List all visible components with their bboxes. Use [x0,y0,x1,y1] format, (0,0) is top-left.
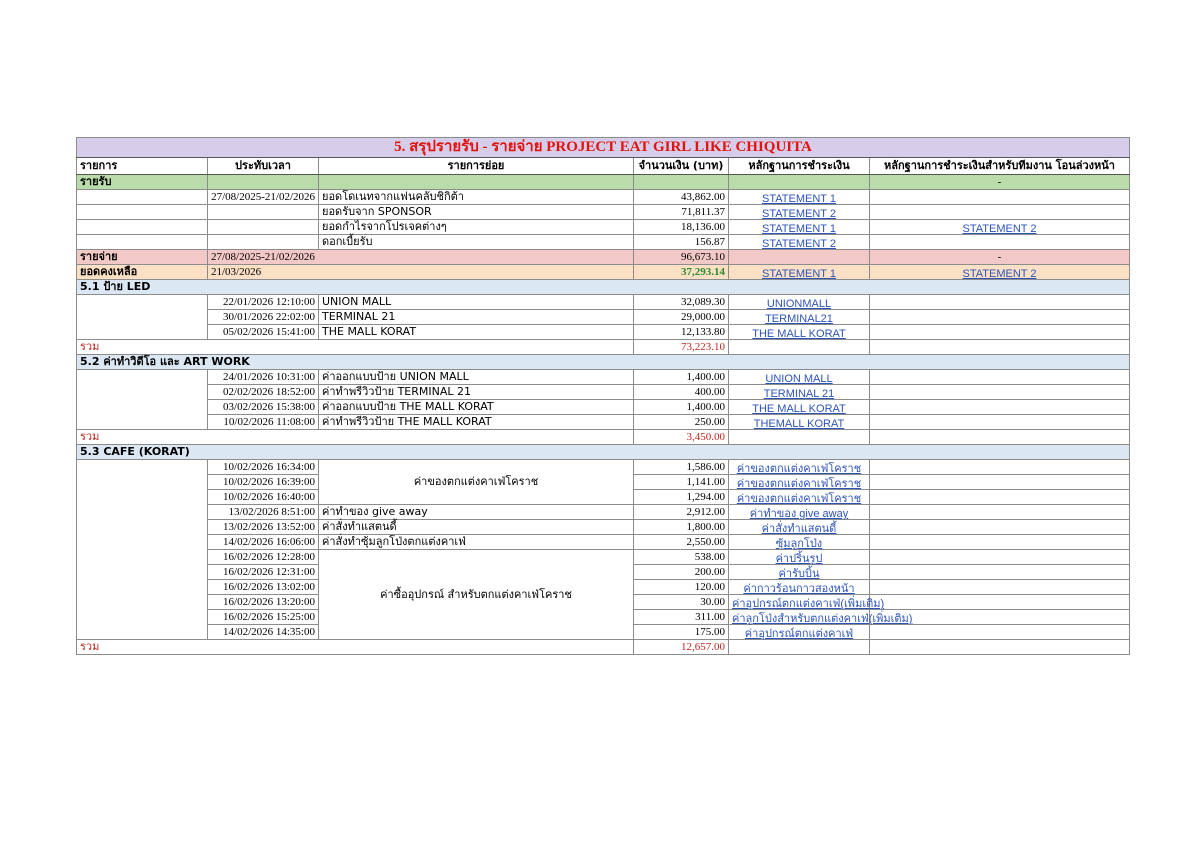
amount-cell: 1,141.00 [634,475,729,490]
empty-cell [729,640,870,655]
item-cell: ค่าทำพรีวิวป้าย THE MALL KORAT [319,415,634,430]
total-amount: 12,657.00 [634,640,729,655]
proof-link[interactable]: ค่ารับบิ้น [729,565,870,580]
timestamp-cell: 10/02/2026 16:40:00 [208,490,319,505]
proof-link[interactable]: ค่าของตกแต่งคาเฟ่โคราช [729,475,870,490]
total-row [77,640,1130,655]
item-cell: ค่าออกแบบป้าย THE MALL KORAT [319,400,634,415]
timestamp-cell: 05/02/2026 15:41:00 [208,325,319,340]
timestamp-cell: 13/02/2026 13:52:00 [208,520,319,535]
proof-link[interactable]: THE MALL KORAT [729,400,870,415]
amount-cell: 1,800.00 [634,520,729,535]
item-cell: ค่าทำของ give away [319,505,634,520]
empty-cell [870,415,1130,430]
proof-link[interactable]: ค่ากาวร้อนกาวสองหน้า [729,580,870,595]
expense-label: รายจ่าย [77,250,208,265]
empty-cell [870,595,1130,610]
empty-cell [77,460,208,640]
timestamp-cell: 22/01/2026 12:10:00 [208,295,319,310]
section-title: 5.3 CAFE (KORAT) [77,445,1130,460]
empty-cell [870,550,1130,565]
timestamp-cell: 30/01/2026 22:02:00 [208,310,319,325]
proof-link[interactable]: ค่าลูกโป่งสำหรับตกแต่งคาเฟ่(เพิ่มเติม) [729,610,870,625]
timestamp-cell: 14/02/2026 14:35:00 [208,625,319,640]
grouped-item-cell: ค่าซื้ออุปกรณ์ สำหรับตกแต่งคาเฟ่โคราช [319,550,634,640]
amount-cell: 12,133.80 [634,325,729,340]
amount-cell: 32,089.30 [634,295,729,310]
column-header: รายการย่อย [319,158,634,175]
sheet-title: 5. สรุปรายรับ - รายจ่าย PROJECT EAT GIRL LIKE CHIQUITA [77,138,1130,158]
statement-link[interactable]: STATEMENT 2 [870,265,1130,280]
amount-cell: 200.00 [634,565,729,580]
proof-link[interactable]: ค่าของตกแต่งคาเฟ่โคราช [729,490,870,505]
item-cell: ค่าสั่งทำซุ้มลูกโป่งตกแต่งคาเฟ่ [319,535,634,550]
timestamp-cell: 16/02/2026 12:31:00 [208,565,319,580]
expense-item-row [77,460,1130,475]
expense-item-row [77,520,1130,535]
total-amount: 3,450.00 [634,430,729,445]
expense-item-row [77,295,1130,310]
statement-link[interactable]: STATEMENT 1 [729,190,870,205]
item-cell: ยอดกำไรจากโปรเจคต่างๆ [319,220,634,235]
item-cell: TERMINAL 21 [319,310,634,325]
amount-cell: 96,673.10 [634,250,729,265]
amount-cell: 1,586.00 [634,460,729,475]
timestamp-cell: 10/02/2026 11:08:00 [208,415,319,430]
timestamp-cell [208,220,319,235]
empty-cell [77,295,208,340]
section-title: 5.1 ป้าย LED [77,280,1130,295]
income-row [77,190,1130,205]
amount-cell: 175.00 [634,625,729,640]
title-row [77,138,1130,158]
item-cell: UNION MALL [319,295,634,310]
empty-cell [634,175,729,190]
income-label: รายรับ [77,175,208,190]
income-row [77,235,1130,250]
statement-link[interactable]: STATEMENT 2 [870,220,1130,235]
proof-link[interactable]: UNIONMALL [729,295,870,310]
proof-link[interactable]: THE MALL KORAT [729,325,870,340]
empty-cell [729,430,870,445]
header-row [77,158,1130,175]
timestamp-cell: 16/02/2026 13:20:00 [208,595,319,610]
statement-link[interactable] [870,190,1130,205]
empty-cell [870,505,1130,520]
amount-cell: 2,550.00 [634,535,729,550]
balance-row [77,265,1130,280]
proof-link[interactable]: UNION MALL [729,370,870,385]
total-row [77,340,1130,355]
timestamp-cell: 14/02/2026 16:06:00 [208,535,319,550]
total-amount: 73,223.10 [634,340,729,355]
expense-item-row [77,415,1130,430]
timestamp-cell: 21/03/2026 [208,265,634,280]
amount-cell: 311.00 [634,610,729,625]
empty-cell [77,205,208,220]
statement-link[interactable]: STATEMENT 1 [729,265,870,280]
income-label-row [77,175,1130,190]
column-header: ประทับเวลา [208,158,319,175]
total-row [77,430,1130,445]
empty-cell [870,490,1130,505]
timestamp-cell: 16/02/2026 12:28:00 [208,550,319,565]
empty-cell [870,625,1130,640]
empty-cell [319,175,634,190]
total-label: รวม [77,340,634,355]
empty-cell [77,190,208,205]
expense-item-row [77,400,1130,415]
proof-link[interactable]: ซุ้มลูกโป่ง [729,535,870,550]
empty-cell [870,310,1130,325]
balance-amount: 37,293.14 [634,265,729,280]
timestamp-cell: 27/08/2025-21/02/2026 [208,250,634,265]
empty-cell [870,370,1130,385]
statement-link[interactable]: STATEMENT 2 [729,235,870,250]
amount-cell: 43,862.00 [634,190,729,205]
proof-link[interactable]: TERMINAL21 [729,310,870,325]
timestamp-cell [208,235,319,250]
amount-cell: 2,912.00 [634,505,729,520]
empty-cell [729,340,870,355]
empty-cell [870,430,1130,445]
amount-cell: 538.00 [634,550,729,565]
empty-cell [870,340,1130,355]
total-label: รวม [77,430,634,445]
grouped-item-cell: ค่าของตกแต่งคาเฟ่โคราช [319,460,634,505]
amount-cell: 30.00 [634,595,729,610]
empty-cell [870,565,1130,580]
amount-cell: 1,400.00 [634,370,729,385]
expense-item-row [77,550,1130,565]
proof-link[interactable]: ค่าปริ้นรูป [729,550,870,565]
amount-cell: 1,294.00 [634,490,729,505]
section-header-row [77,355,1130,370]
empty-cell [729,250,870,265]
timestamp-cell [208,205,319,220]
statement-link[interactable] [870,205,1130,220]
item-cell: ยอดโดเนทจากแฟนคลับชิกิต้า [319,190,634,205]
empty-cell [870,535,1130,550]
empty-cell [870,400,1130,415]
proof-link[interactable]: TERMINAL 21 [729,385,870,400]
proof-link[interactable]: ค่าอุปกรณ์ตกแต่งคาเฟ่ [729,625,870,640]
expense-row [77,250,1130,265]
summary-table [76,137,1130,655]
item-cell: ค่าทำพรีวิวป้าย TERMINAL 21 [319,385,634,400]
total-label: รวม [77,640,634,655]
timestamp-cell: 10/02/2026 16:39:00 [208,475,319,490]
balance-label: ยอดคงเหลือ [77,265,208,280]
item-cell: ดอกเบี้ยรับ [319,235,634,250]
timestamp-cell: 16/02/2026 15:25:00 [208,610,319,625]
expense-item-row [77,535,1130,550]
section-header-row [77,445,1130,460]
dash-cell: - [870,175,1130,190]
timestamp-cell: 24/01/2026 10:31:00 [208,370,319,385]
proof-link[interactable]: ค่าอุปกรณ์ตกแต่งคาเฟ่(เพิ่มเติม) [729,595,870,610]
timestamp-cell: 02/02/2026 18:52:00 [208,385,319,400]
statement-link[interactable]: STATEMENT 1 [729,220,870,235]
amount-cell: 71,811.37 [634,205,729,220]
timestamp-cell: 27/08/2025-21/02/2026 [208,190,319,205]
column-header: หลักฐานการชำระเงินสำหรับทีมงาน โอนล่วงหน้า [870,158,1130,175]
empty-cell [870,640,1130,655]
empty-cell [77,220,208,235]
amount-cell: 250.00 [634,415,729,430]
empty-cell [870,295,1130,310]
empty-cell [870,460,1130,475]
section-title: 5.2 ค่าทำวิดีโอ และ ART WORK [77,355,1130,370]
empty-cell [870,385,1130,400]
item-cell: ค่าสั่งทำแสตนดี้ [319,520,634,535]
statement-link[interactable]: STATEMENT 2 [729,205,870,220]
section-header-row [77,280,1130,295]
column-header: หลักฐานการชำระเงิน [729,158,870,175]
dash-cell: - [870,250,1130,265]
amount-cell: 29,000.00 [634,310,729,325]
empty-cell [870,580,1130,595]
amount-cell: 120.00 [634,580,729,595]
amount-cell: 156.87 [634,235,729,250]
item-cell: ยอดรับจาก SPONSOR [319,205,634,220]
item-cell: ค่าออกแบบป้าย UNION MALL [319,370,634,385]
statement-link[interactable] [870,235,1130,250]
income-row [77,220,1130,235]
amount-cell: 1,400.00 [634,400,729,415]
expense-item-row [77,310,1130,325]
empty-cell [208,175,319,190]
column-header: จำนวนเงิน (บาท) [634,158,729,175]
proof-link[interactable]: ค่าสั่งทำแสตนดี้ [729,520,870,535]
timestamp-cell: 13/02/2026 8:51:00 [208,505,319,520]
empty-cell [77,235,208,250]
proof-link[interactable]: ค่าของตกแต่งคาเฟ่โคราช [729,460,870,475]
timestamp-cell: 10/02/2026 16:34:00 [208,460,319,475]
timestamp-cell: 03/02/2026 15:38:00 [208,400,319,415]
column-header: รายการ [77,158,208,175]
empty-cell [870,475,1130,490]
empty-cell [77,370,208,430]
expense-item-row [77,370,1130,385]
amount-cell: 400.00 [634,385,729,400]
empty-cell [729,175,870,190]
empty-cell [870,520,1130,535]
empty-cell [870,325,1130,340]
expense-item-row [77,385,1130,400]
proof-link[interactable]: THEMALL KORAT [729,415,870,430]
proof-link[interactable]: ค่าทำของ give away [729,505,870,520]
timestamp-cell: 16/02/2026 13:02:00 [208,580,319,595]
expense-item-row [77,505,1130,520]
amount-cell: 18,136.00 [634,220,729,235]
income-row [77,205,1130,220]
item-cell: THE MALL KORAT [319,325,634,340]
expense-item-row [77,325,1130,340]
